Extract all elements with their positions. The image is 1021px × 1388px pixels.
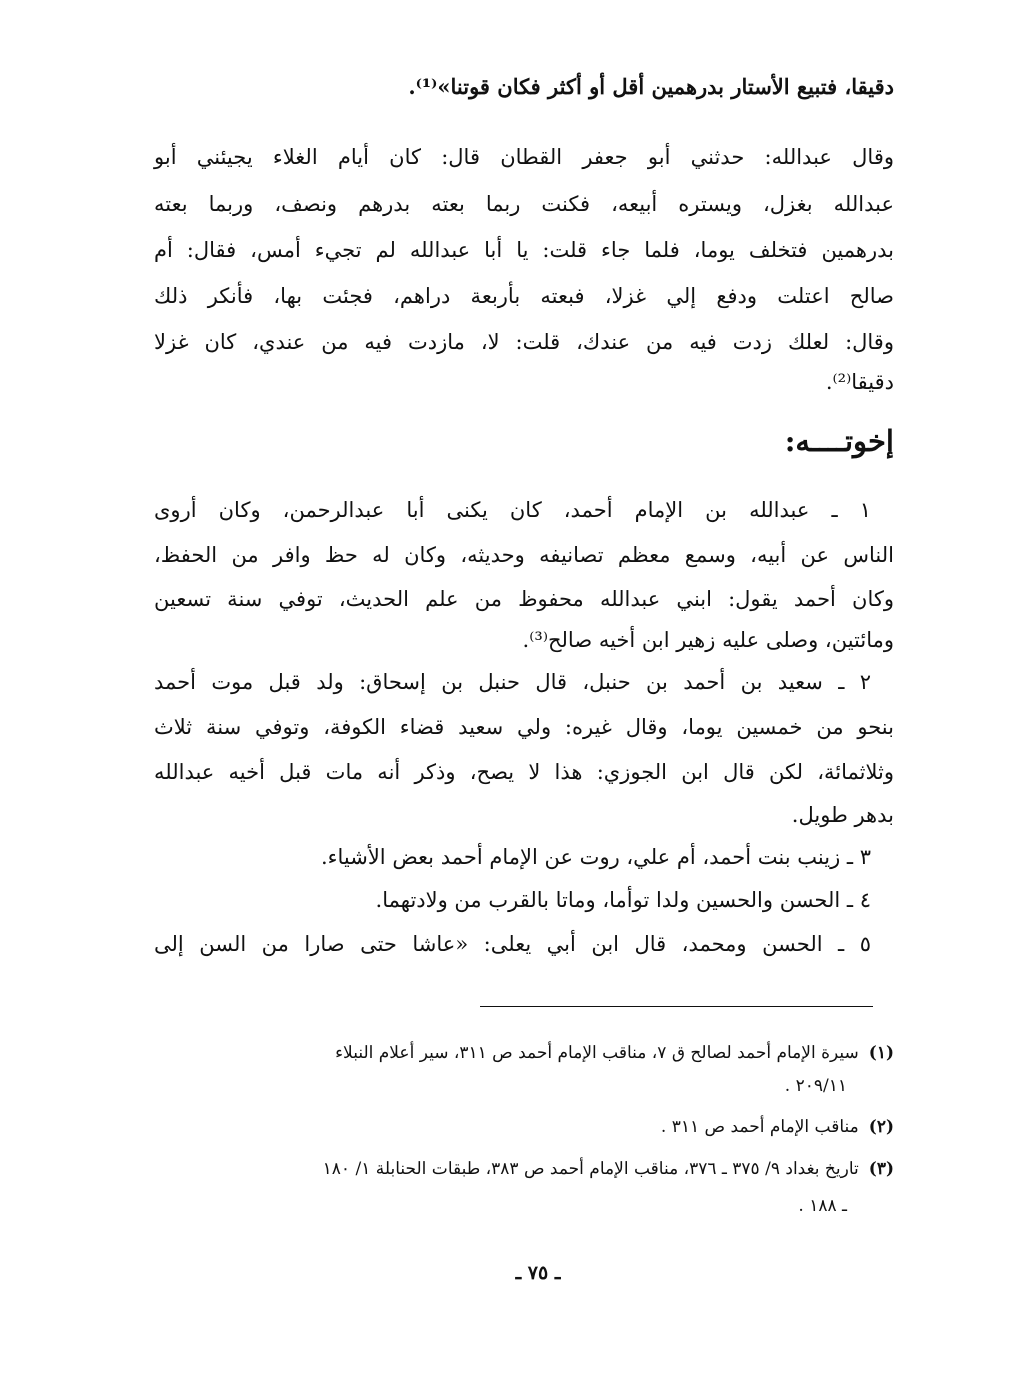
- list-item-1-line-2: الناس عن أبيه، وسمع معظم تصانيفه وحديثه، وكان له حظ وافر من الحفظ،: [154, 543, 894, 567]
- footnote-2-number: (٢): [868, 1117, 894, 1137]
- list-item-1-line-3: وكان أحمد يقول: ابني عبدالله محفوظ من علم الحديث، توفي سنة تسعين: [154, 587, 894, 611]
- body-line-4: بدرهمين فتخلف يوما، فلما جاء قلت: يا أبا عبدالله لم تجيء أمس، فقال: أم: [154, 238, 894, 262]
- body-line-6: وقال: لعلك زدت فيه من عندك، قلت: لا، مازدت فيه من عندي، كان غزلا: [154, 330, 894, 354]
- list-item-4: ٤ ـ الحسن والحسين ولدا توأما، وماتا بالقرب من ولادتهما.: [375, 888, 871, 912]
- list-item-2-line-2: بنحو من خمسين يوما، وقال غيره: ولي سعيد قضاء الكوفة، وتوفي سنة ثلاث: [154, 715, 894, 739]
- footnote-2-text: مناقب الإمام أحمد ص ٣١١ .: [660, 1117, 859, 1137]
- list-item-1-line-4: ومائتين، وصلى عليه زهير ابن أخيه صالح⁽³⁾.: [522, 628, 894, 652]
- body-line-7: دقيقا⁽²⁾.: [825, 370, 894, 394]
- footnote-3-continued: ـ ١٨٨ .: [798, 1196, 847, 1216]
- section-heading: إخوتــــه:: [784, 424, 894, 458]
- footnote-3-text: تاريخ بغداد ٩/ ٣٧٥ ـ ٣٧٦، مناقب الإمام أحمد ص ٣٨٣، طبقات الحنابلة ١/ ١٨٠: [322, 1159, 859, 1179]
- list-item-2-line-1: ٢ ـ سعيد بن أحمد بن حنبل، قال حنبل بن إسحاق: ولد قبل موت أحمد: [154, 670, 871, 694]
- footnote-1: [154, 1040, 894, 1066]
- list-item-2-line-4: بدهر طويل.: [791, 803, 894, 827]
- list-item-5: ٥ ـ الحسن ومحمد، قال ابن أبي يعلى: «عاشا حتى صارا من السن إلى: [154, 932, 871, 956]
- footnote-3-number: (٣): [868, 1159, 894, 1179]
- body-line-5: صالح اعتلت ودفع إلي غزلا، فبعته بأربعة دراهم، فجئت بها، فأنكر ذلك: [154, 284, 894, 308]
- page-number: ـ ٧٥ ـ: [515, 1262, 561, 1284]
- footnote-2: [154, 1114, 894, 1140]
- footnote-1-number: (١): [868, 1043, 894, 1063]
- footnote-3: [154, 1156, 894, 1182]
- body-line-3: عبدالله بغزل، ويستره أبيعه، فكنت ربما بعته بدرهم ونصف، وربما بعته: [154, 192, 894, 216]
- footnote-1-text: سيرة الإمام أحمد لصالح ق ٧، مناقب الإمام أحمد ص ٣١١، سير أعلام النبلاء: [335, 1043, 859, 1063]
- list-item-3: ٣ ـ زينب بنت أحمد، أم علي، روت عن الإمام أحمد بعض الأشياء.: [320, 845, 871, 869]
- footnote-1-continued: ٢٠٩/١١ .: [784, 1076, 847, 1096]
- footnote-separator: [480, 1006, 873, 1007]
- list-item-2-line-3: وثلاثمائة، لكن قال ابن الجوزي: هذا لا يصح، وذكر أنه مات قبل أخيه عبدالله: [154, 760, 894, 784]
- body-line-2: وقال عبدالله: حدثني أبو جعفر القطان قال: كان أيام الغلاء يجيئني أبو: [154, 145, 894, 169]
- body-line-1: دقيقا، فتبيع الأستار بدرهمين أقل أو أكثر فكان قوتنا»⁽¹⁾.: [408, 74, 894, 99]
- list-item-1-line-1: ١ ـ عبدالله بن الإمام أحمد، كان يكنى أبا عبدالرحمن، وكان أروى: [154, 498, 871, 522]
